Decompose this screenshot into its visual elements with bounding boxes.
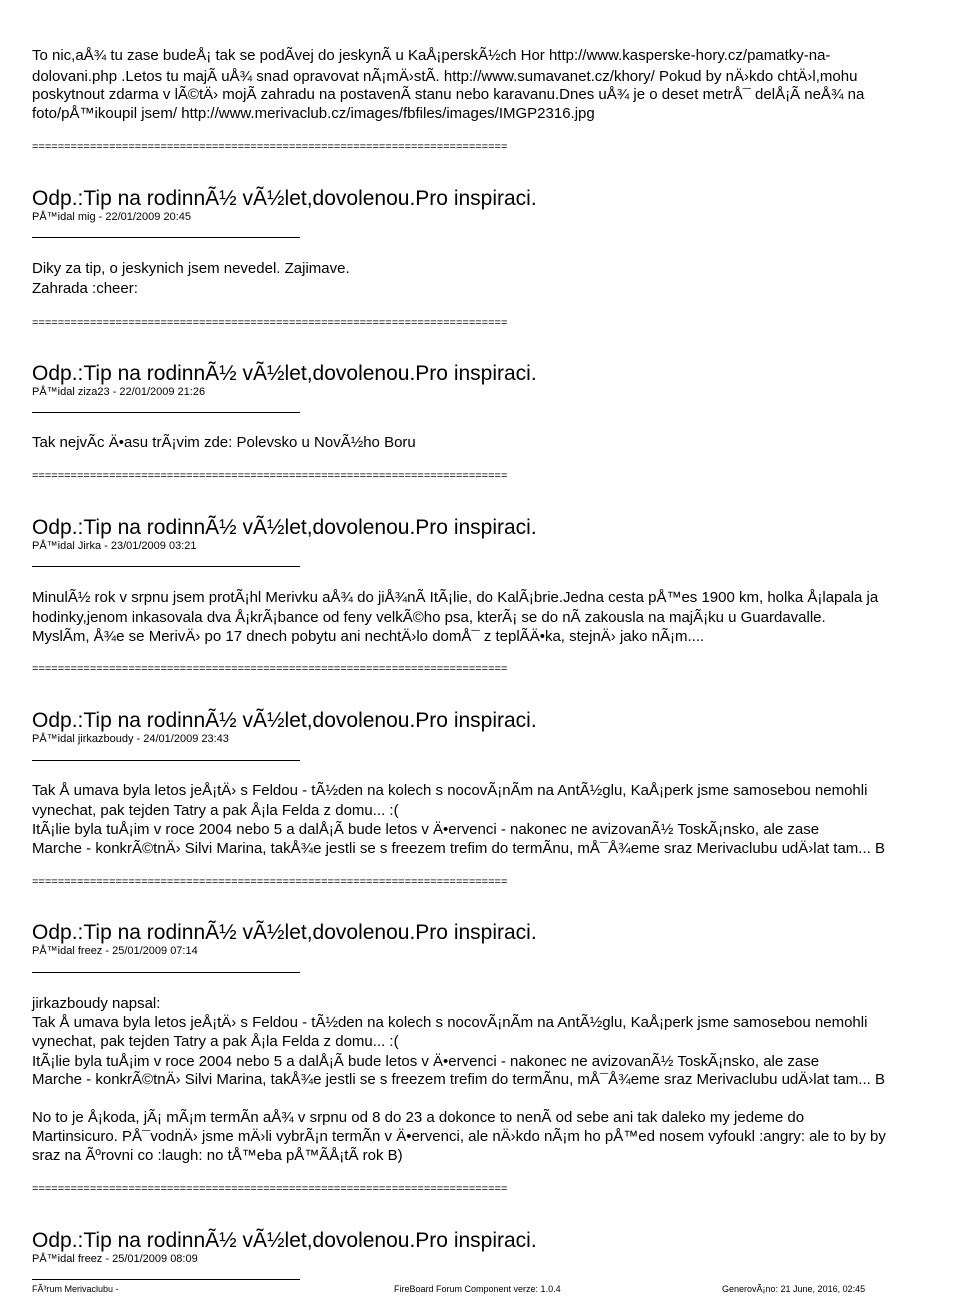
post-line: Diky za tip, o jeskynich jsem nevedel. Zajimave. <box>32 260 350 277</box>
post-line: ItÃ¡lie byla tuÅ¡im v roce 2004 nebo 5 a dalÅ¡Ã bude letos v Ä•ervenci - nakonec ne avizovanÃ½ ToskÃ¡nsko, ale zase <box>32 821 820 838</box>
post-line: MyslÃm, Å¾e se MerivÄ› po 17 dnech pobytu ani nechtÄ›lo domÅ¯ z teplÃÄ•ka, stejnÄ› jako nÃ¡m.... <box>32 628 705 645</box>
footer-right: GenerovÃ¡no: 21 June, 2016, 02:45 <box>722 1284 866 1294</box>
quote-line: vynechat, pak tejden Tatry a pak Å¡la Felda z domu... :( <box>32 1033 399 1050</box>
post-meta: PÅ™idal ziza23 - 22/01/2009 21:26 <box>32 386 206 398</box>
post-title: Odp.:Tip na rodinnÃ½ vÃ½let,dovolenou.Pro inspiraci. <box>32 709 537 732</box>
post-meta: PÅ™idal jirkazboudy - 24/01/2009 23:43 <box>32 733 229 745</box>
post-line: MinulÃ½ rok v srpnu jsem protÃ¡hl Merivku aÅ¾ do jiÅ¾nÃ ItÃ¡lie, do KalÃ¡brie.Jedna cesta pÅ™es 1900 km, holka Å¡lapala ja <box>32 589 879 606</box>
separator: ========================================================================== <box>32 1183 508 1195</box>
intro-line: foto/pÅ™ikoupil jsem/ http://www.merivaclub.cz/images/fbfiles/images/IMGP2316.jpg <box>32 105 595 122</box>
post-line: Tak nejvÃc Ä•asu trÃ¡vim zde: Polevsko u NovÃ½ho Boru <box>32 434 416 451</box>
post-line: sraz na Ãºrovni co :laugh: no tÅ™eba pÅ™ÃÅ¡tÃ rok B) <box>32 1147 403 1164</box>
post-meta: PÅ™idal freez - 25/01/2009 07:14 <box>32 945 198 957</box>
quote-line: Tak Å umava byla letos jeÅ¡tÄ› s Feldou - tÃ½den na kolech s nocovÃ¡nÃm na AntÃ½glu, KaÅ¡perk jsme samosebou nemohli <box>32 1014 868 1031</box>
intro-line: poskytnout zdarma v lÃ©tÄ› mojÃ zahradu na postavenÃ stanu nebo karavanu.Dnes uÅ¾ je o deset metrÅ¯ delÅ¡Ã neÅ¾ na <box>32 86 865 103</box>
post-title: Odp.:Tip na rodinnÃ½ vÃ½let,dovolenou.Pro inspiraci. <box>32 362 537 385</box>
post-meta: PÅ™idal freez - 25/01/2009 08:09 <box>32 1253 198 1265</box>
post-rule <box>32 972 300 973</box>
quote-intro: jirkazboudy napsal: <box>32 995 161 1012</box>
post-line: vynechat, pak tejden Tatry a pak Å¡la Felda z domu... :( <box>32 802 399 819</box>
separator: ========================================================================== <box>32 470 508 482</box>
post-line: hodinky,jenom inkasovala dva Å¡krÃ¡bance od feny velkÃ©ho psa, kterÃ¡ se do nÃ zakousla na majÃ¡ku u Guardavalle. <box>32 609 826 626</box>
intro-line: dolovani.php .Letos tu majÃ uÅ¾ snad opravovat nÃ¡mÄ›stÃ. http://www.sumavanet.cz/khory/ Pokud by nÄ›kdo chtÄ›l,mohu <box>32 68 858 85</box>
quote-line: ItÃ¡lie byla tuÅ¡im v roce 2004 nebo 5 a dalÅ¡Ã bude letos v Ä•ervenci - nakonec ne avizovanÃ½ ToskÃ¡nsko, ale zase <box>32 1053 820 1070</box>
footer-rule <box>32 1279 300 1280</box>
intro-line: To nic,aÅ¾ tu zase budeÅ¡ tak se podÃvej do jeskynÃ u KaÅ¡perskÃ½ch Hor http://www.kasperske-hory.cz/pamatky-na- <box>32 47 831 64</box>
separator: ========================================================================== <box>32 317 508 329</box>
separator: ========================================================================== <box>32 141 508 153</box>
post-line: No to je Å¡koda, jÃ¡ mÃ¡m termÃn aÅ¾ v srpnu od 8 do 23 a dokonce to nenÃ od sebe ani tak daleko my jedeme do <box>32 1109 805 1126</box>
footer-left: FÃ³rum Merivaclubu - <box>32 1284 119 1294</box>
post-rule <box>32 566 300 567</box>
quote-line: Marche - konkrÃ©tnÄ› Silvi Marina, takÅ¾e jestli se s freezem trefim do termÃnu, mÅ¯Å¾eme sraz Merivaclubu udÄ›lat tam... B <box>32 1071 885 1088</box>
post-title: Odp.:Tip na rodinnÃ½ vÃ½let,dovolenou.Pro inspiraci. <box>32 516 537 539</box>
post-title: Odp.:Tip na rodinnÃ½ vÃ½let,dovolenou.Pro inspiraci. <box>32 187 537 210</box>
separator: ========================================================================== <box>32 876 508 888</box>
footer-center: FireBoard Forum Component verze: 1.0.4 <box>394 1284 561 1294</box>
post-line: Zahrada :cheer: <box>32 280 138 297</box>
post-rule <box>32 412 300 413</box>
post-title: Odp.:Tip na rodinnÃ½ vÃ½let,dovolenou.Pro inspiraci. <box>32 921 537 944</box>
post-meta: PÅ™idal mig - 22/01/2009 20:45 <box>32 211 191 223</box>
post-title: Odp.:Tip na rodinnÃ½ vÃ½let,dovolenou.Pro inspiraci. <box>32 1229 537 1252</box>
post-rule <box>32 237 300 238</box>
post-rule <box>32 760 300 761</box>
post-line: Marche - konkrÃ©tnÄ› Silvi Marina, takÅ¾e jestli se s freezem trefim do termÃnu, mÅ¯Å¾eme sraz Merivaclubu udÄ›lat tam... B <box>32 840 885 857</box>
post-line: Martinsicuro. PÅ¯vodnÄ› jsme mÄ›li vybrÃ¡n termÃn v Ä•ervenci, ale nÄ›kdo nÃ¡m ho pÅ™ed nosem vyfoukl :angry: ale to by by <box>32 1128 886 1145</box>
post-meta: PÅ™idal Jirka - 23/01/2009 03:21 <box>32 540 197 552</box>
post-line: Tak Å umava byla letos jeÅ¡tÄ› s Feldou - tÃ½den na kolech s nocovÃ¡nÃm na AntÃ½glu, KaÅ¡perk jsme samosebou nemohli <box>32 782 868 799</box>
separator: ========================================================================== <box>32 663 508 675</box>
